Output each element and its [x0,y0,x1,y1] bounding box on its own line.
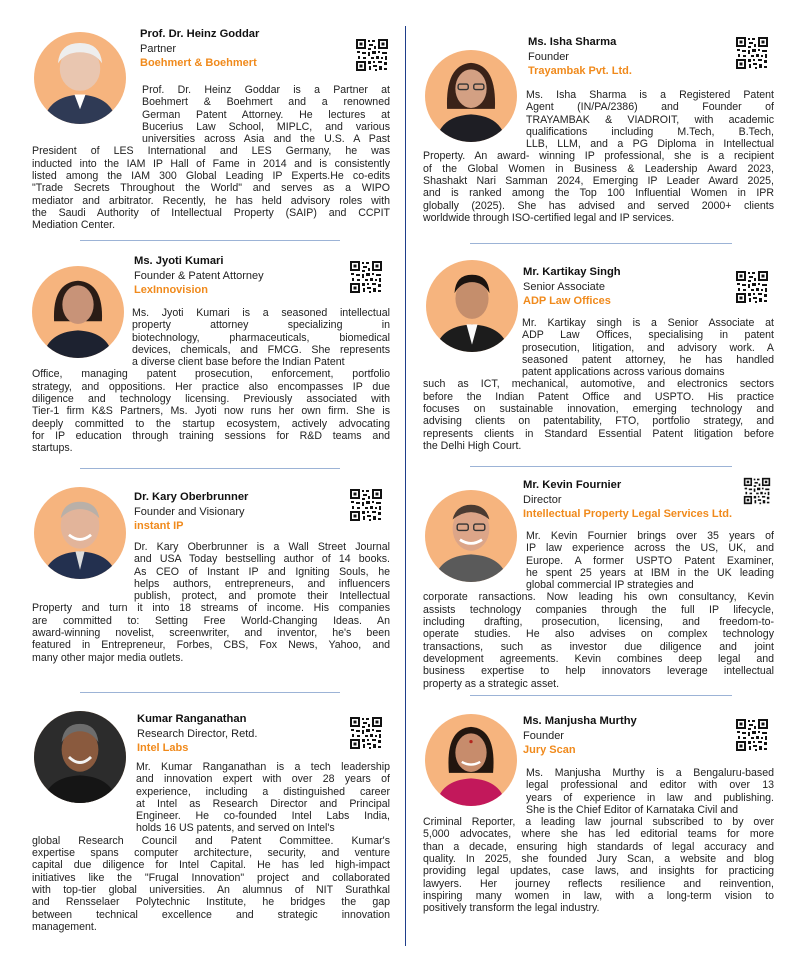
qr-code-icon[interactable] [735,270,769,304]
bio-line: Prof. Dr. Heinz Goddar is a Partner at [142,84,390,96]
bio-line: startups. [32,442,73,455]
separator [80,692,340,693]
bio-line: between technical excellence and strategic innovation [32,908,390,921]
bio-line: business expertise to help innovators leverage intellectual [423,665,774,678]
bio-line: Property and turn it into 18 streams of income. His companies [32,602,390,615]
profile-role: Founder and Visionary [134,506,245,518]
bio-line: and is ranked among the Top 100 Influential Women in IPR [423,187,774,200]
qr-code-icon[interactable] [355,38,389,72]
profile-organization: Trayambak Pvt. Ltd. [528,65,632,77]
bio-line: inducted into the IAM IP Hall of Fame in 2014 and is consistently [32,157,390,170]
separator [80,468,340,469]
bio-line: globally (2025). She has advised and served 2000+ clients [423,199,774,212]
bio-line: Criminal Reporter, a leading law journal subscribed to by over [423,816,774,829]
bio-line: seasoned patent attorney, he has handled [522,353,774,366]
bio-line: devices, chemicals, and FMCG. She represents [132,343,390,356]
bio-line: management. [32,920,97,933]
bio-line: inspiring many women in law, with a long-term vision to [423,889,774,902]
profile-organization: instant IP [134,520,184,532]
bio-line: worldwide through ISO-certified legal and IP services. [423,211,675,224]
bio-line: Boehmert & Boehmert and a renowned [142,96,390,109]
bio-line: Dr. Kary Oberbrunner is a Wall Street Journal [134,541,390,553]
bio-line: Bucerius Law School, MIPLC, and various [142,120,390,133]
bio-line: Mr. Kumar Ranganathan is a tech leadership [136,761,390,773]
profile-role: Senior Associate [523,281,605,293]
bio-line: Shashakt Nari Samman 2024, Emerging IP Leader Award 2025, [423,175,774,188]
bio-line: property attorney specializing in [132,319,390,332]
bio-line: "Trade Secrets Throughout the World" and serves as a WIPO [32,182,390,195]
bio-line: Mediation Center. [32,219,116,232]
bio-line: prosecution, litigation, and advisory work. A [522,341,774,354]
profile-organization: ADP Law Offices [523,295,611,307]
qr-code-icon[interactable] [743,477,771,505]
bio-line: years of experience in law and publishing. [526,791,774,804]
bio-line: qualifications including M.Tech, B.Tech, [526,125,774,138]
bio-line: German Patent Attorney. He lectures at [142,108,390,121]
bio-line: mediator and arbitrator. Recently, he has held advisory roles with [32,194,390,207]
profile-bio [423,317,774,452]
bio-line: listed among the IAM 300 Global Leading IP Experts.He co-edits [32,170,390,183]
bio-line: LLB, LLM, and a PG Diploma in Intellectual [526,138,774,151]
qr-code-icon[interactable] [349,488,383,522]
bio-line: of the Global Women in Business & Leadership Award 2023, [423,162,774,175]
bio-line: transactions, such as investor due diligence and joint [423,640,774,653]
bio-line: Tier-1 firm K&S Partners, Ms. Jyoti now runs her own firm. She is [32,405,390,418]
bio-line: expertise spans computer architecture, security, and venture [32,847,390,860]
bio-line: and USA Today bestselling author of 14 books. [134,553,390,566]
bio-line: corporate ransactions. Now leading his own consultancy, Kevin [423,591,774,604]
bio-line: a diverse client base before the Indian Patent [132,356,345,369]
profile-role: Partner [140,43,177,55]
bio-line: quality. In 2025, she founded Jury Scan, a website and blog [423,853,774,866]
profile-bio [32,761,390,933]
bio-line: ADP Law Offices, specialising in patent [522,329,774,342]
profile-organization: Jury Scan [523,744,576,756]
column-divider [405,26,406,946]
bio-line: advising clients on patentability, FTO, portfolio strategy, and [423,415,774,428]
bio-line: represents clients in Standard Essential Patent litigation before [423,427,774,440]
bio-line: diligence and technology licensing. Previously associated with [32,393,390,406]
bio-line: featured in Entrepreneur, Forbes, CBS, Fox News, Yahoo, and [32,639,390,652]
bio-line: including drafting, prosecution, licensing, and freedom-to- [423,616,774,629]
profile-name: Ms. Manjusha Murthy [523,715,637,727]
bio-line: such as ICT, mechanical, automotive, and electronics sectors [423,378,774,391]
profile-role: Research Director, Retd. [137,728,258,740]
qr-code-icon[interactable] [735,718,769,752]
profile-name: Kumar Ranganathan [137,713,247,725]
bio-line: Property. An award- winning IP professional, she is a recipient [423,150,774,163]
profile-bio [32,307,390,455]
profile-organization: Intel Labs [137,742,189,754]
bio-line: Ms. Manjusha Murthy is a Bengaluru-based [526,767,774,779]
profile-role: Founder [523,730,564,742]
bio-line: 5,000 advocates, where she has led editorial teams for more [423,828,774,841]
profile-organization: Boehmert & Boehmert [140,57,257,69]
profile-name: Ms. Isha Sharma [528,36,617,48]
profile-name: Dr. Kary Oberbrunner [134,491,249,503]
bio-line: award-winning novelist, screenwriter, and inventor, he's been [32,627,390,640]
bio-line: for IP education through training sessions for R&D teams and [32,429,390,442]
bio-line: focuses on sustainable innovation, emerging technology and [423,403,774,416]
bio-line: many other major media outlets. [32,651,184,664]
bio-line: than a decade, ensuring high standards of legal accuracy and [423,840,774,853]
profile-name: Ms. Jyoti Kumari [134,255,224,267]
bio-line: Ms. Jyoti Kumari is a seasoned intellectual [132,307,390,319]
separator [470,466,732,467]
bio-line: Ms. Isha Sharma is a Registered Patent [526,89,774,101]
bio-line: holds 16 US patents, and served on Intel's [136,822,335,835]
profile-name: Prof. Dr. Heinz Goddar [140,28,260,40]
bio-line: positively transform the legal industry. [423,902,600,915]
bio-line: Engineer. He co-founded Intel Labs India, [136,810,390,823]
bio-line: the Saudi Authority of Intellectual Property (SAIP) and CCPIT [32,206,390,219]
profile-name: Mr. Kartikay Singh [523,266,621,278]
profile-role: Founder & Patent Attorney [134,270,264,282]
bio-line: are committed to: Setting Free World-Changing Ideas. An [32,614,390,627]
bio-line: experience, including a distinguished career [136,785,390,798]
bio-line: Mr. Kartikay singh is a Senior Associate at [522,317,774,329]
profile-bio [423,89,774,224]
qr-code-icon[interactable] [735,36,769,70]
bio-line: universities across Asia and the U.S. A Past [142,133,390,146]
profile-bio [423,767,774,915]
qr-code-icon[interactable] [349,716,383,750]
profile-organization: LexInnovision [134,284,208,296]
bio-line: and innovation expert with over 28 years of [136,773,390,786]
separator [80,240,340,241]
bio-line: biotechnology, pharmaceuticals, biomedical [132,331,390,344]
bio-line: global commercial IP strategies and [526,579,694,592]
bio-line: providing legal updates, case laws, and insights for practicing [423,865,774,878]
bio-line: helps authors, entrepreneurs, and influencers [134,577,390,590]
bio-line: TRAYAMBAK & VIADROIT, with academic [526,113,774,126]
bio-line: President of LES International and LES Germany, he was [32,145,390,158]
bio-line: legal professional and editor with over 13 [526,779,774,792]
bio-line: lawyers. Her journey reflects resilience and reinvention, [423,877,774,890]
qr-code-icon[interactable] [349,260,383,294]
profile-bio [423,530,774,690]
separator [470,695,732,696]
bio-line: deeply committed to the startup ecosystem, actively advocating [32,417,390,430]
bio-line: She is the Chief Editor of Karnataka Civil and [526,803,738,816]
bio-line: and Rensselaer Polytechnic Institute, he bridges the gap [32,896,390,909]
bio-line: IP law experience across the US, UK, and [526,542,774,555]
bio-line: initiatives like the "Frugal Innovation" project and collaborated [32,871,390,884]
bio-line: at Intel as Research Director and Principal [136,797,390,810]
bio-line: development agreements. Kevin combines deep legal and [423,652,774,665]
profile-role: Founder [528,51,569,63]
profile-bio [32,84,390,232]
bio-line: global Research Council and Patent Committee. Kumar's [32,834,390,847]
bio-line: before the Indian Patent Office and USPTO. His practice [423,390,774,403]
bio-line: property as a strategic asset. [423,677,560,690]
bio-line: with top-tier global universities. An alumnus of NIT Surathkal [32,883,390,896]
bio-line: the Delhi High Court. [423,439,522,452]
profile-name: Mr. Kevin Fournier [523,479,622,491]
bio-line: strategy, and oppositions. Her practice also encompasses IP due [32,380,390,393]
bio-line: assists technology companies through the full IP lifecycle, [423,603,774,616]
bio-line: As CEO of Instant IP and Igniting Souls, he [134,565,390,578]
profile-role: Director [523,494,562,506]
bio-line: he spent 25 years at IBM in the UK leading [526,566,774,579]
bio-line: Europe. A former USPTO Patent Examiner, [526,554,774,567]
bio-line: Office, managing patent prosecution, enforcement, portfolio [32,368,390,381]
bio-line: capital due diligence for Intel Capital. He has led high-impact [32,859,390,872]
bio-line: patent applications across various domains [522,366,725,379]
profile-organization: Intellectual Property Legal Services Ltd. [523,508,733,520]
separator [470,243,732,244]
bio-line: Mr. Kevin Fournier brings over 35 years of [526,530,774,542]
bio-line: Agent (IN/PA/2386) and Founder of [526,101,774,114]
bio-line: publish, protect, and promote their Intellectual [134,590,390,603]
bio-line: operate studies. He also advises on complex technology [423,628,774,641]
profile-bio [32,541,390,664]
